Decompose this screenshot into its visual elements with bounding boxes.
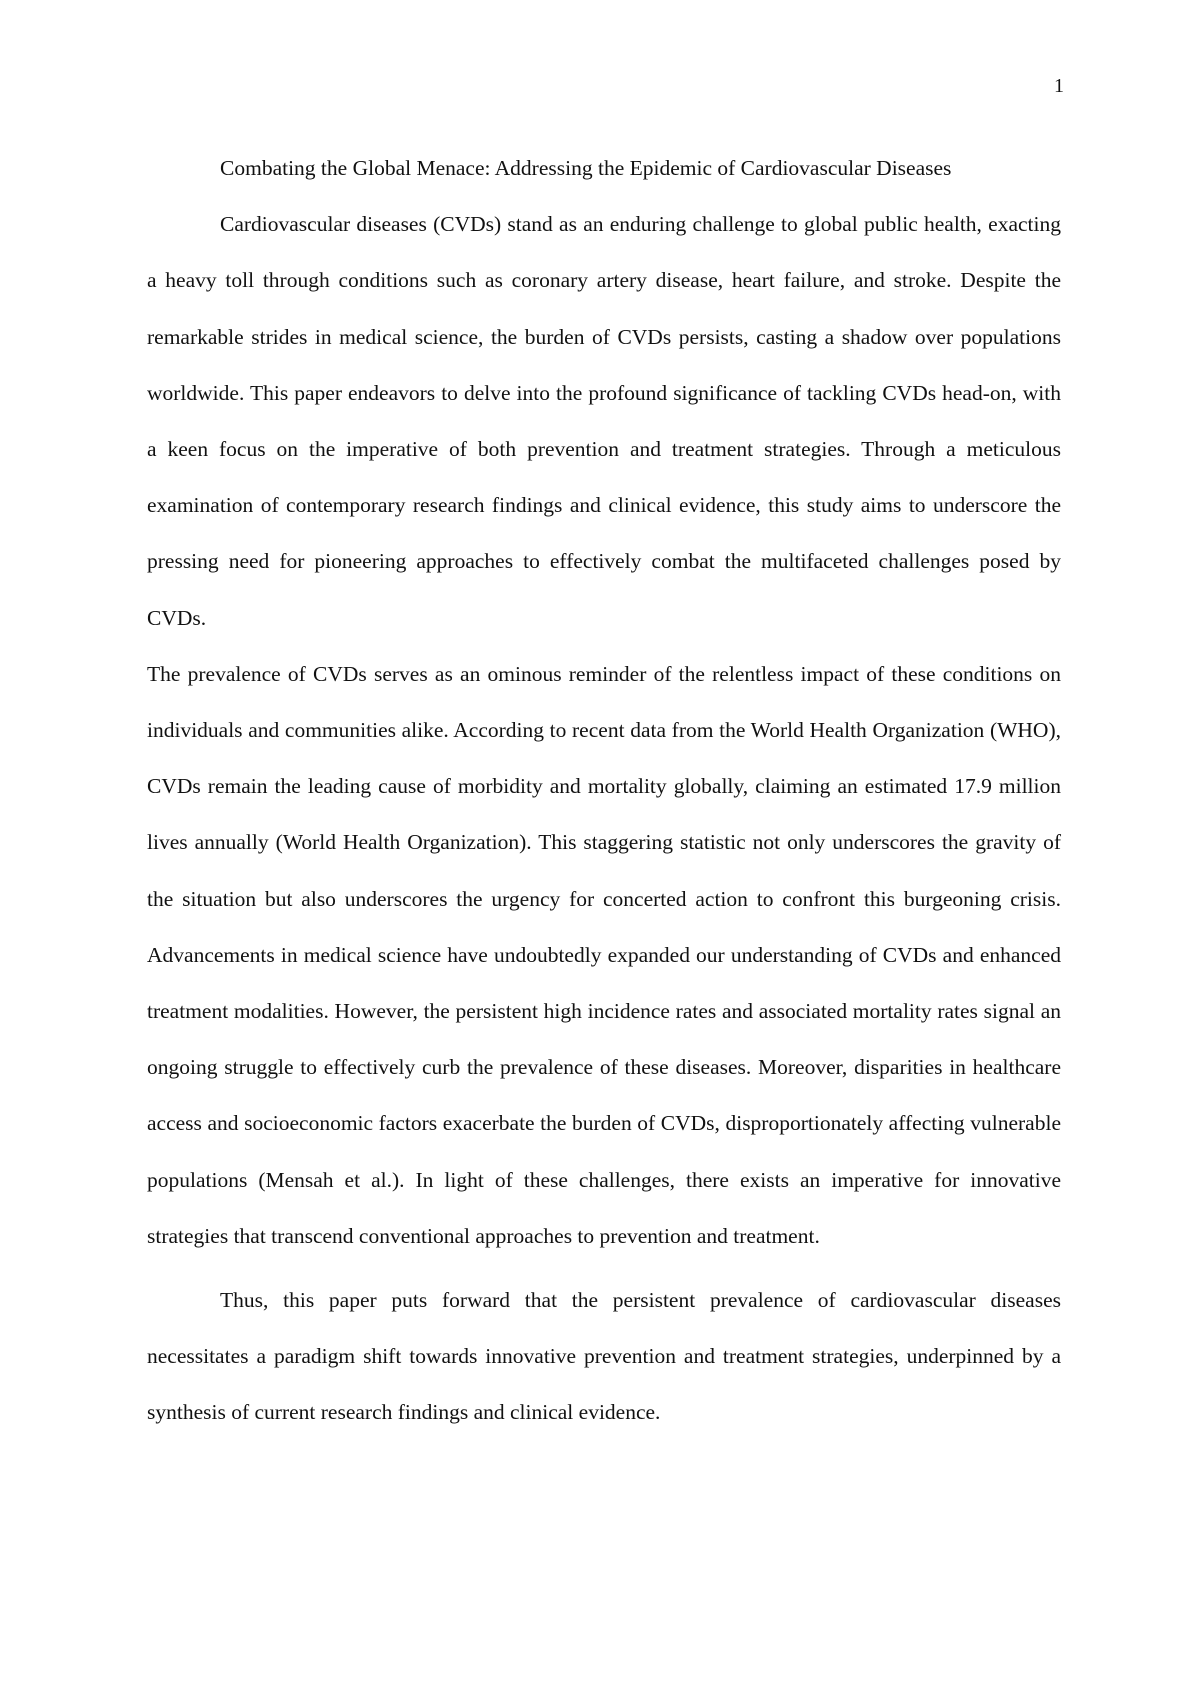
paragraph-prevalence: The prevalence of CVDs serves as an ominous reminder of the relentless impact of these conditions on individuals and communities alike. According to recent data from the World Health Organization (WHO), CVDs remain the leading cause of morbidity and mortality globally, claiming an estimated 17.9 million lives annually (World Health Organization). This staggering statistic not only underscores the gravity of the situation but also underscores the urgency for concerted action to confront this burgeoning crisis. Advancements in medical science have undoubtedly expanded our understanding of CVDs and enhanced treatment modalities. However, the persistent high incidence rates and associated mortality rates signal an ongoing struggle to effectively curb the prevalence of these diseases. Moreover, disparities in healthcare access and socioeconomic factors exacerbate the burden of CVDs, disproportionately affecting vulnerable populations (Mensah et al.). In light of these challenges, there exists an imperative for innovative strategies that transcend conventional approaches to prevention and treatment. [147, 661, 1061, 1248]
document-title: Combating the Global Menace: Addressing the Epidemic of Cardiovascular Diseases [220, 156, 952, 180]
paragraph-thesis: Thus, this paper puts forward that the persistent prevalence of cardiovascular diseases necessitates a paradigm shift towards innovative prevention and treatment strategies, underpinned by a synthesis of current research findings and clinical evidence. [147, 1288, 1061, 1425]
page-number: 1 [1054, 75, 1064, 97]
paragraph-introduction: Cardiovascular diseases (CVDs) stand as an enduring challenge to global public health, exacting a heavy toll through conditions such as coronary artery disease, heart failure, and stroke. Despite the remarkable strides in medical science, the burden of CVDs persists, casting a shadow over populations worldwide. This paper endeavors to delve into the profound significance of tackling CVDs head-on, with a keen focus on the imperative of both prevention and treatment strategies. Through a meticulous examination of contemporary research findings and clinical evidence, this study aims to underscore the pressing need for pioneering approaches to effectively combat the multifaceted challenges posed by CVDs. [147, 212, 1061, 630]
document-body [147, 140, 1061, 1441]
